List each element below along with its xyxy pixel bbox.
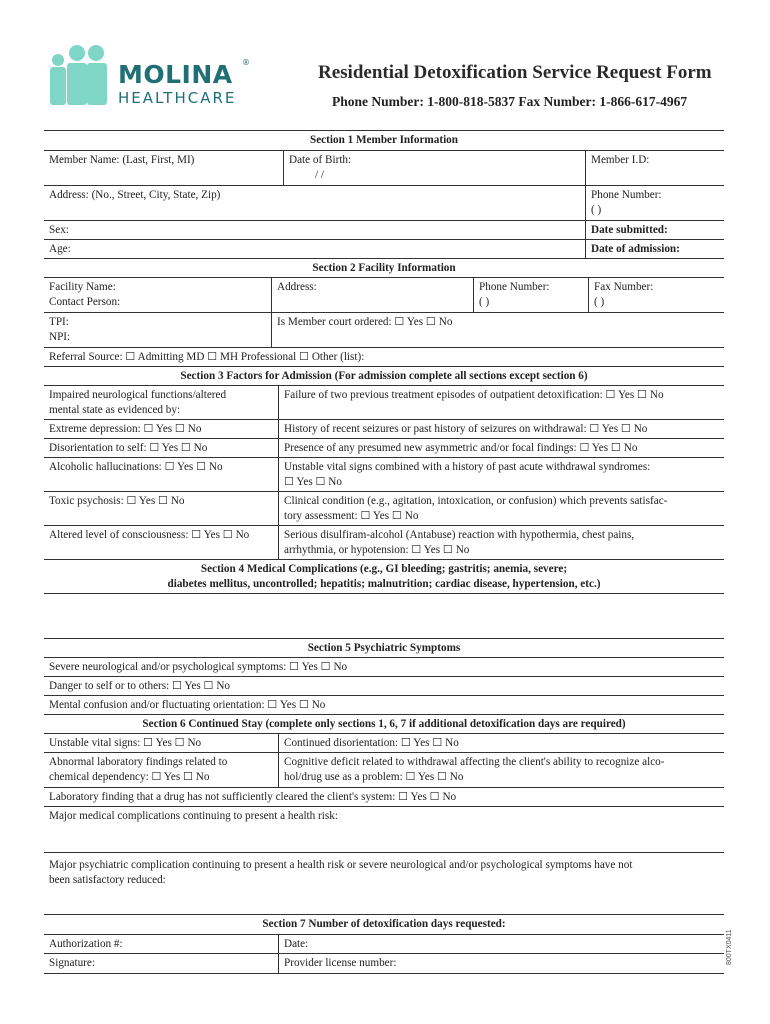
section-1-title: Section 1 Member Information [309, 134, 458, 146]
facility-row-3 [44, 348, 724, 367]
logo-sub: HEALTHCARE [118, 89, 237, 107]
continued-disorientation-field[interactable]: Continued disorientation: ☐ Yes ☐ No [278, 734, 724, 752]
two-previous-field[interactable]: Failure of two previous treatment episodes of outpatient detoxification: ☐ Yes ☐ No [278, 386, 724, 419]
facility-address-field[interactable]: Address: [271, 278, 473, 312]
unstable-line-1: Unstable vital signs combined with a history of past acute withdrawal syndromes: [284, 461, 651, 473]
disorientation-field[interactable]: Disorientation to self: ☐ Yes ☐ No [49, 442, 208, 454]
member-phone-field[interactable] [585, 186, 724, 220]
tpi-npi-field[interactable] [44, 313, 271, 347]
address-field[interactable]: Address: (No., Street, City, State, Zip) [49, 189, 221, 201]
factors-row-3 [44, 439, 724, 458]
section-7-heading [44, 915, 724, 935]
dob-label: Date of Birth: [289, 154, 352, 166]
medical-complications-field[interactable] [44, 594, 724, 639]
seizures-field[interactable]: History of recent seizures or past history of seizures on withdrawal: ☐ Yes ☐ No [278, 420, 724, 438]
sex-field[interactable]: Sex: [49, 224, 69, 236]
major-psych-line-1: Major psychiatric complication continuing to present a health risk or severe neurological and/or psychological symptoms have not [49, 859, 633, 871]
facility-name-label: Facility Name: [49, 281, 116, 293]
focal-findings-field[interactable]: Presence of any presumed new asymmetric and/or focal findings: ☐ Yes ☐ No [278, 439, 724, 457]
impaired-label [44, 386, 278, 419]
toxic-psychosis-field[interactable]: Toxic psychosis: ☐ Yes ☐ No [49, 495, 185, 507]
date-field[interactable]: Date: [278, 935, 724, 953]
mental-confusion-field[interactable]: Mental confusion and/or fluctuating orientation: ☐ Yes ☐ No [49, 699, 326, 711]
major-psychiatric-field[interactable] [44, 853, 724, 914]
abnormal-lab-field[interactable] [44, 753, 278, 787]
section-2-title: Section 2 Facility Information [312, 262, 456, 274]
member-row-4 [44, 240, 724, 259]
factors-row-6 [44, 526, 724, 560]
impaired-line-2: mental state as evidenced by: [49, 404, 181, 416]
request-form [44, 130, 724, 974]
section-7-title[interactable]: Section 7 Number of detoxification days requested: [262, 918, 506, 930]
member-row-2 [44, 186, 724, 221]
unstable-vitals-stay-field[interactable]: Unstable vital signs: ☐ Yes ☐ No [49, 737, 202, 749]
section-5-heading [44, 639, 724, 658]
auth-row [44, 935, 724, 954]
date-of-birth-field[interactable] [283, 151, 585, 185]
referral-source-field[interactable]: Referral Source: ☐ Admitting MD ☐ MH Professional ☐ Other (list): [49, 351, 365, 363]
cognitive-deficit-field[interactable] [278, 753, 724, 787]
provider-license-field[interactable]: Provider license number: [278, 954, 724, 973]
extreme-depression-field[interactable]: Extreme depression: ☐ Yes ☐ No [49, 423, 202, 435]
section-2-heading [44, 259, 724, 278]
serious-line-2: arrhythmia, or hypotension: ☐ Yes ☐ No [284, 544, 470, 556]
member-row-3 [44, 221, 724, 240]
stay-row-5 [44, 853, 724, 915]
factors-row-2 [44, 420, 724, 439]
severe-symptoms-field[interactable]: Severe neurological and/or psychological symptoms: ☐ Yes ☐ No [49, 661, 348, 673]
authorization-field[interactable]: Authorization #: [49, 938, 123, 950]
psych-row-1 [44, 658, 724, 677]
section-4-heading [44, 560, 724, 594]
alcoholic-hallucinations-field[interactable]: Alcoholic hallucinations: ☐ Yes ☐ No [49, 461, 223, 473]
molina-logo [44, 44, 264, 114]
facility-phone-format: ( ) [479, 296, 490, 308]
serious-line-1: Serious disulfiram-alcohol (Antabuse) reaction with hypothermia, chest pains, [284, 529, 635, 541]
major-medical-field[interactable]: Major medical complications continuing to present a health risk: [49, 810, 338, 822]
facility-name-field[interactable] [44, 278, 271, 312]
major-psych-line-2: been satisfactory reduced: [49, 874, 166, 886]
abnormal-line-2: chemical dependency: ☐ Yes ☐ No [49, 771, 210, 783]
form-title: Residential Detoxification Service Request Form [318, 62, 712, 83]
section-4-title-line-2: diabetes mellitus, uncontrolled; hepatitis; malnutrition; cardiac disease, hypertension, etc.) [167, 578, 601, 590]
lab-finding-field[interactable]: Laboratory finding that a drug has not sufficiently cleared the client's system: ☐ Yes ☐ No [49, 791, 457, 803]
date-submitted-field[interactable]: Date submitted: [585, 221, 724, 239]
clinical-condition-field[interactable] [278, 492, 724, 525]
facility-row-1 [44, 278, 724, 313]
tpi-label: TPI: [49, 316, 69, 328]
facility-phone-label: Phone Number: [479, 281, 550, 293]
cognitive-line-1: Cognitive deficit related to withdrawal affecting the client's ability to recognize alco- [284, 756, 665, 768]
abnormal-line-1: Abnormal laboratory findings related to [49, 756, 228, 768]
contact-numbers: Phone Number: 1-800-818-5837 Fax Number: 1-866-617-4967 [332, 94, 688, 109]
facility-row-2 [44, 313, 724, 348]
section-4-title [44, 560, 724, 593]
npi-label: NPI: [49, 331, 71, 343]
psych-row-2 [44, 677, 724, 696]
age-field[interactable]: Age: [49, 243, 71, 255]
impaired-line-1: Impaired neurological functions/altered [49, 389, 227, 401]
factors-row-1 [44, 386, 724, 420]
antabuse-reaction-field[interactable] [278, 526, 724, 559]
factors-row-5 [44, 492, 724, 526]
stay-row-4 [44, 807, 724, 853]
danger-field[interactable]: Danger to self or to others: ☐ Yes ☐ No [49, 680, 231, 692]
member-name-field[interactable]: Member Name: (Last, First, MI) [49, 154, 195, 166]
section-3-heading [44, 367, 724, 386]
signature-row [44, 954, 724, 973]
member-phone-label: Phone Number: [591, 189, 662, 201]
facility-phone-field[interactable] [473, 278, 588, 312]
section-1-heading [44, 131, 724, 151]
facility-fax-field[interactable] [588, 278, 724, 312]
facility-fax-label: Fax Number: [594, 281, 654, 293]
logo-registered: ® [242, 58, 250, 67]
logo-name: MOLINA [118, 60, 233, 89]
unstable-line-2: ☐ Yes ☐ No [284, 476, 342, 488]
date-of-admission-field[interactable]: Date of admission: [585, 240, 724, 258]
member-id-field[interactable]: Member I.D: [585, 151, 724, 185]
section-6-heading [44, 715, 724, 734]
clinical-line-2: tory assessment: ☐ Yes ☐ No [284, 510, 419, 522]
contact-person-label: Contact Person: [49, 296, 121, 308]
section-4-title-line-1: Section 4 Medical Complications (e.g., GI bleeding; gastritis; anemia, severe; [200, 563, 568, 575]
stay-row-2 [44, 753, 724, 788]
unstable-vitals-field[interactable] [278, 458, 724, 491]
dob-format: / / [315, 169, 325, 181]
psych-row-3 [44, 696, 724, 715]
cognitive-line-2: hol/drug use as a problem: ☐ Yes ☐ No [284, 771, 464, 783]
member-phone-format: ( ) [591, 204, 602, 216]
facility-fax-format: ( ) [594, 296, 605, 308]
court-ordered-field[interactable]: Is Member court ordered: ☐ Yes ☐ No [271, 313, 724, 347]
clinical-line-1: Clinical condition (e.g., agitation, intoxication, or confusion) which prevents satisfac- [284, 495, 668, 507]
form-code: 800TX0411 [726, 929, 733, 965]
section-3-title: Section 3 Factors for Admission (For admission complete all sections except section 6) [180, 370, 588, 382]
section-5-title: Section 5 Psychiatric Symptoms [307, 642, 461, 654]
factors-row-4 [44, 458, 724, 492]
stay-row-1 [44, 734, 724, 753]
member-row-1 [44, 151, 724, 186]
section-6-title: Section 6 Continued Stay (complete only sections 1, 6, 7 if additional detoxification days are required) [142, 718, 626, 730]
signature-field[interactable]: Signature: [49, 957, 95, 969]
stay-row-3 [44, 788, 724, 807]
altered-consciousness-field[interactable]: Altered level of consciousness: ☐ Yes ☐ No [49, 529, 250, 541]
